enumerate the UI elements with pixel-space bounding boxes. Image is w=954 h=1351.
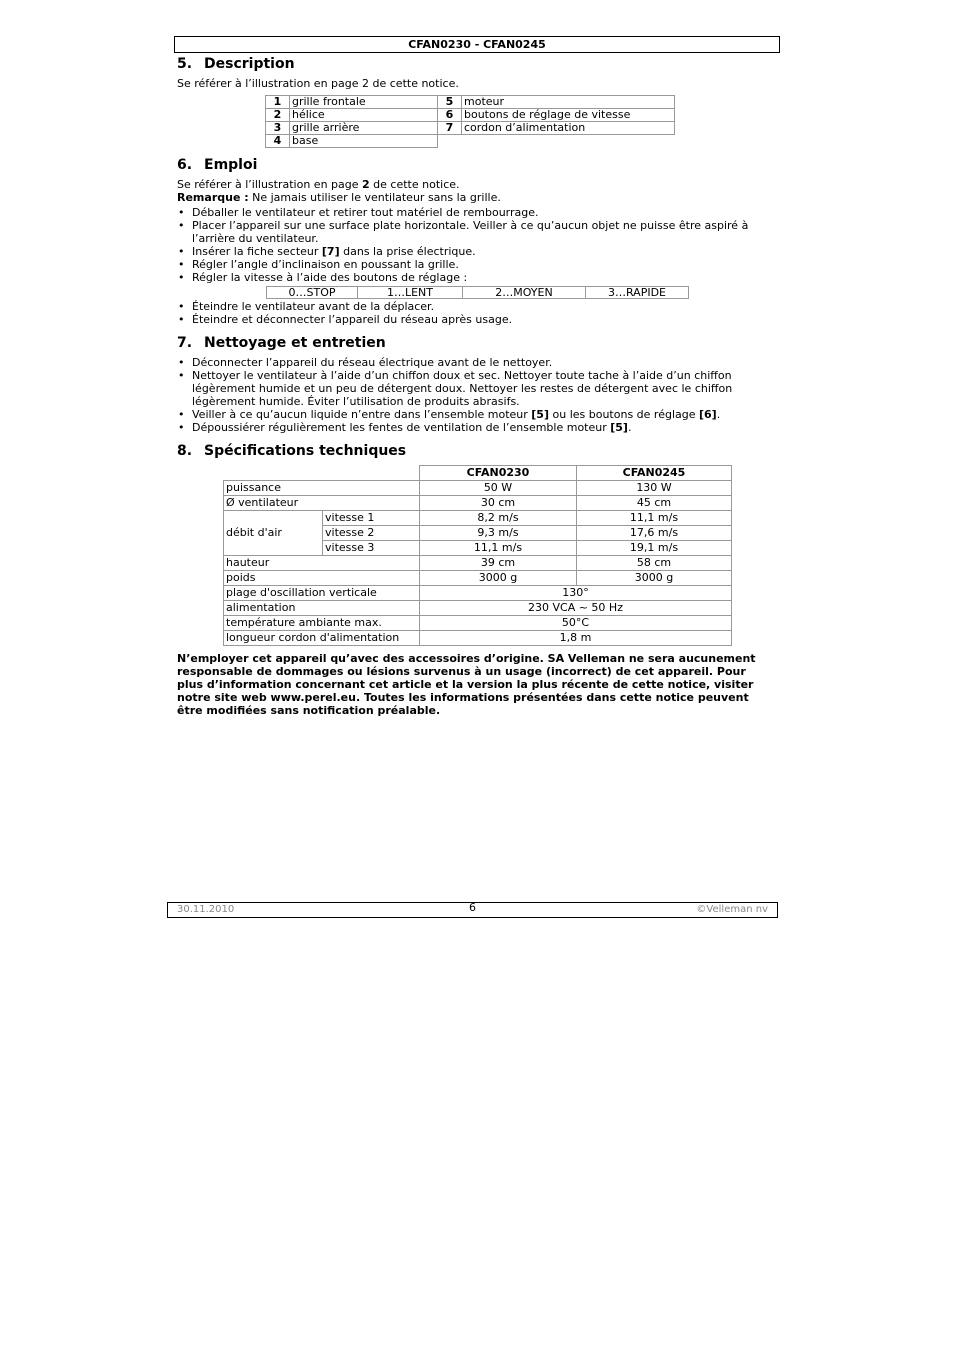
page-number: 6 (469, 901, 476, 914)
table-row: 1 grille frontale 5 moteur (266, 96, 675, 109)
list-item: • Régler l’angle d’inclinaison en poussant la grille. (177, 258, 767, 271)
cleaning-list (177, 356, 767, 434)
specifications-table (223, 465, 732, 646)
table-row: débit d'air vitesse 1 8,2 m/s 11,1 m/s (224, 511, 732, 526)
section-cleaning (177, 334, 767, 434)
list-item: • Déconnecter l’appareil du réseau électrique avant de le nettoyer. (177, 356, 767, 369)
document-footer (167, 902, 778, 918)
section-title: 6. Emploi (177, 157, 258, 173)
legal-notice: N’employer cet appareil qu’avec des accessoires d’origine. SA Velleman ne sera aucunement responsable de dommages ou lésions survenus à un usage (incorrect) de cet appareil. Pour plus d’information concernant cet article et la version la plus récente de cette notice, visiter notre site web www.perel.eu. Toutes les informations présentées dans cette notice peuvent être modifiées sans notification préalable. (177, 652, 756, 717)
list-item: • Éteindre le ventilateur avant de la déplacer. (177, 300, 767, 313)
table-row: poids 3000 g 3000 g (224, 571, 732, 586)
table-row: hauteur 39 cm 58 cm (224, 556, 732, 571)
table-row: 3 grille arrière 7 cordon d’alimentation (266, 122, 675, 135)
section-title: 8. Spécifications techniques (177, 443, 407, 459)
table-row: vitesse 2 9,3 m/s 17,6 m/s (224, 526, 732, 541)
table-row: longueur cordon d'alimentation 1,8 m (224, 631, 732, 646)
section-intro: Se référer à l’illustration en page 2 de cette notice. (177, 77, 459, 90)
list-item: • Nettoyer le ventilateur à l’aide d’un chiffon doux et sec. Nettoyer toute tache à l’aide d’un chiffon légèrement humide et un peu de détergent doux. Nettoyer les restes de détergent avec le chiffon légèrement humide. Éviter l’utilisation de produits abrasifs. (177, 369, 767, 408)
usage-list-2 (177, 300, 767, 326)
document-header: CFAN0230 - CFAN0245 (174, 36, 780, 53)
section-usage (177, 156, 767, 326)
table-row: alimentation 230 VCA ~ 50 Hz (224, 601, 732, 616)
section-description (177, 55, 767, 148)
table-header-row: CFAN0230 CFAN0245 (224, 466, 732, 481)
table-row: plage d'oscillation verticale 130° (224, 586, 732, 601)
list-item: • Insérer la fiche secteur [7] dans la prise électrique. (177, 245, 767, 258)
list-item: • Veiller à ce qu’aucun liquide n’entre dans l’ensemble moteur [5] ou les boutons de réglage [6]. (177, 408, 767, 421)
list-item: • Dépoussiérer régulièrement les fentes de ventilation de l’ensemble moteur [5]. (177, 421, 767, 434)
list-item: • Placer l’appareil sur une surface plate horizontale. Veiller à ce qu’aucun objet ne puisse être aspiré à l’arrière du ventilateur. (177, 219, 767, 245)
table-row: 2 hélice 6 boutons de réglage de vitesse (266, 109, 675, 122)
section-intro: Se référer à l’illustration en page 2 de cette notice. (177, 178, 460, 191)
table-row: 0…STOP 1…LENT 2…MOYEN 3…RAPIDE (267, 287, 689, 299)
table-row: température ambiante max. 50°C (224, 616, 732, 631)
table-row: Ø ventilateur 30 cm 45 cm (224, 496, 732, 511)
footer-date: 30.11.2010 (177, 904, 235, 915)
section-title: 5. Description (177, 56, 295, 72)
section-specifications (177, 442, 767, 646)
section-title: 7. Nettoyage et entretien (177, 335, 386, 351)
table-row: 4 base (266, 135, 675, 148)
speeds-table (266, 286, 689, 299)
table-row: vitesse 3 11,1 m/s 19,1 m/s (224, 541, 732, 556)
remark: Remarque : Ne jamais utiliser le ventilateur sans la grille. (177, 191, 501, 204)
parts-table (265, 95, 675, 148)
list-item: • Déballer le ventilateur et retirer tout matériel de rembourrage. (177, 206, 767, 219)
list-item: • Régler la vitesse à l’aide des boutons de réglage : (177, 271, 767, 284)
usage-list (177, 206, 767, 284)
table-row: puissance 50 W 130 W (224, 481, 732, 496)
footer-copyright: ©Velleman nv (696, 904, 768, 915)
list-item: • Éteindre et déconnecter l’appareil du réseau après usage. (177, 313, 767, 326)
content (177, 55, 767, 717)
